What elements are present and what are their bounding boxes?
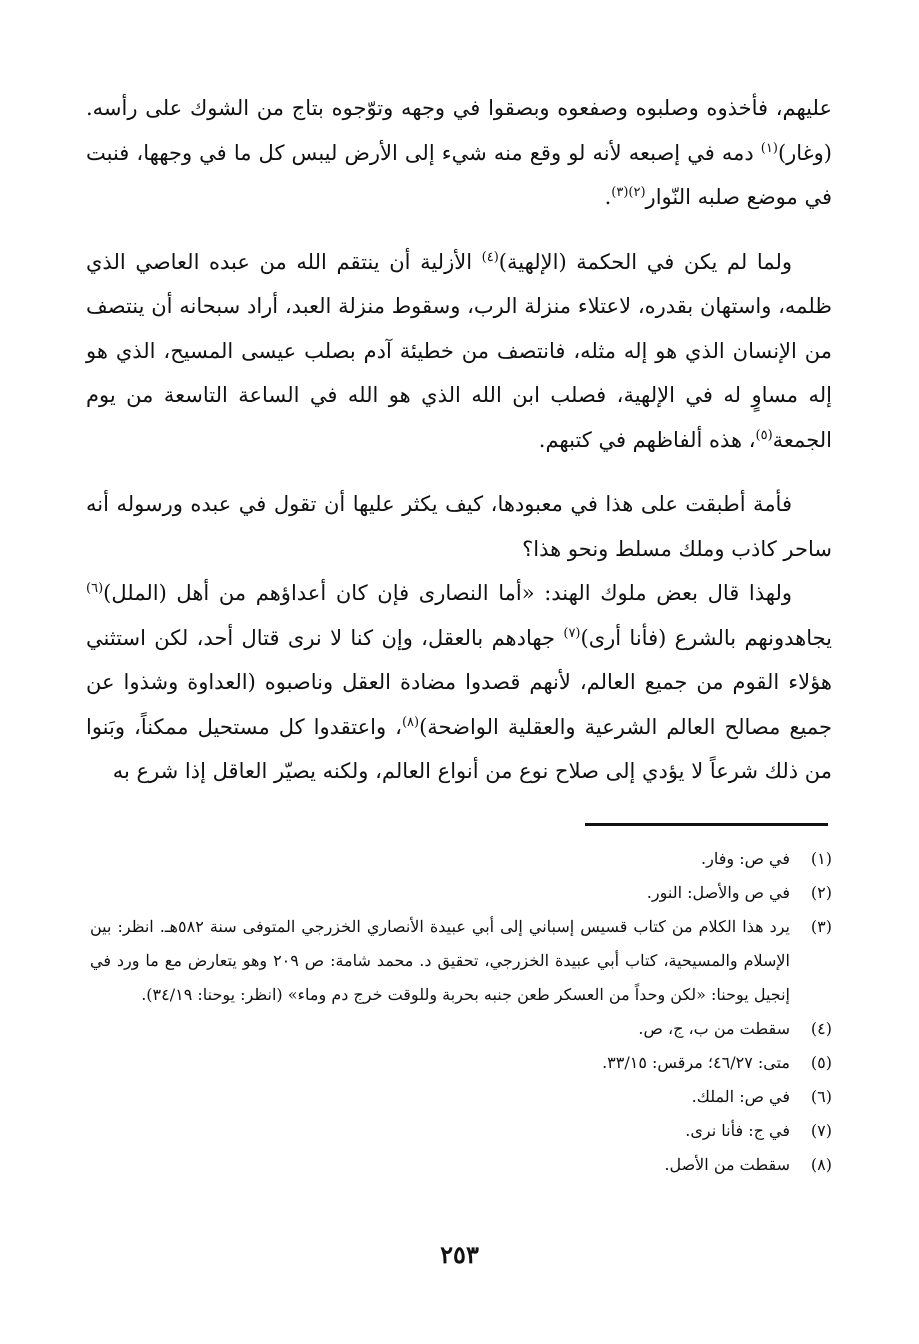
paragraph-text: .	[604, 185, 612, 209]
paragraph-text: جهادهم بالعقل، وإن كنا لا نرى قتال أحد، لكن استثني هؤلاء القوم من جميع العالم، لأنهم قصدوا مضادة العقل وناصبوه (العداوة وشذوا عن جميع مصالح العالم الشرعية والعقلية الواضحة)	[86, 625, 832, 739]
footnote-separator	[585, 823, 828, 826]
footnote-item	[90, 1012, 832, 1046]
footnote-item	[90, 1148, 832, 1182]
footnote-ref: (٧)	[563, 625, 581, 641]
footnote-item	[90, 1080, 832, 1114]
footnote-item	[90, 1114, 832, 1148]
paragraph-text: ولما لم يكن في الحكمة (الإلهية)	[498, 249, 792, 274]
footnote-ref: (٢)(٣)	[611, 185, 646, 200]
paragraph-text: دمه في إصبعه لأنه لو وقع منه شيء إلى الأرض ليبس كل ما في وجهها، فنبت في موضع صلبه النّوار	[86, 140, 832, 209]
footnote-number: (٨)	[810, 1155, 832, 1174]
footnote-text: في ص: وفار.	[701, 849, 790, 868]
footnote-item	[90, 1046, 832, 1080]
footnotes	[90, 842, 832, 1182]
paragraph-text: يجاهدونهم بالشرع (فأنا أرى)	[580, 625, 832, 650]
paragraph-2	[86, 240, 832, 463]
footnote-item	[90, 842, 832, 876]
paragraph-text: ، هذه ألفاظهم في كتبهم.	[538, 427, 756, 452]
footnote-ref: (٨)	[401, 714, 420, 730]
footnote-number: (٥)	[810, 1053, 832, 1072]
paragraph-1	[86, 86, 832, 220]
footnote-number: (٦)	[810, 1087, 832, 1106]
paragraph-text: الأزلية أن ينتقم الله من عبده العاصي الذي ظلمه، واستهان بقدره، لاعتلاء منزلة الرب، وسقوط منزلة العبد، أراد سبحانه أن ينتصف من الإنسان الذي هو إله مثله، فانتصف من خطيئة آدم بصلب عيسى المسيح، الذي هو إله مساوٍ له في الإلهية، فصلب ابن الله الذي هو الله في الساعة التاسعة من يوم الجمعة	[86, 249, 832, 452]
footnote-number: (٣)	[810, 917, 832, 936]
paragraph-4	[86, 571, 832, 794]
footnote-number: (٢)	[810, 883, 832, 902]
footnote-item	[90, 876, 832, 910]
paragraph-3	[86, 482, 832, 571]
footnote-number: (٧)	[810, 1121, 832, 1140]
footnote-text: في ج: فأنا نرى.	[685, 1121, 790, 1140]
paragraph-text: ولهذا قال بعض ملوك الهند: «أما النصارى فإن كان أعداؤهم من أهل (الملل)	[103, 581, 792, 605]
footnote-text: سقطت من ب، ج، ص.	[638, 1019, 790, 1038]
paragraph-text: فأمة أطبقت على هذا في معبودها، كيف يكثر عليها أن تقول في عبده ورسوله أنه ساحر كاذب وملك مسلط ونحو هذا؟	[86, 492, 832, 561]
main-text	[86, 86, 832, 794]
footnote-ref: (٤)	[481, 249, 499, 265]
footnote-text: يرد هذا الكلام من كتاب قسيس إسباني إلى أبي عبيدة الأنصاري الخزرجي المتوفى سنة ٥٨٢هـ. انظر: بين الإسلام والمسيحية، كتاب أبي عبيدة الخزرجي، تحقيق د. محمد شامة: ص ٢٠٩ وهو يتعارض مع ما ورد في إنجيل يوحنا: «لكن وحداً من العسكر طعن جنبه بحربة وللوقت خرج دم وماء» (انظر: يوحنا: ٣٤/١٩).	[90, 917, 791, 1004]
footnote-ref: (١)	[760, 140, 778, 156]
paragraph-text: ، واعتقدوا كل مستحيل ممكناً، وبَنوا من ذلك شرعاً لا يؤدي إلى صلاح نوع من أنواع العالم، ولكنه يصيّر العاقل إذا شرع به	[86, 714, 832, 783]
page-number: ٢٥٣	[440, 1240, 479, 1269]
footnote-text: في ص والأصل: النور.	[646, 883, 790, 902]
footnote-text: في ص: الملك.	[691, 1087, 790, 1106]
footnote-text: متى: ٤٦/٢٧؛ مرقس: ٣٣/١٥.	[602, 1053, 790, 1072]
footnote-number: (١)	[810, 849, 832, 868]
footnote-ref: (٥)	[755, 427, 773, 443]
footnote-ref: (٦)	[86, 581, 104, 596]
footnote-item	[90, 910, 832, 1012]
footnote-number: (٤)	[810, 1019, 832, 1038]
paragraph-text: عليهم، فأخذوه وصلبوه وصفعوه وبصقوا في وجهه وتوّجوه بتاج من الشوك على رأسه. (وغار)	[86, 96, 832, 165]
footnote-text: سقطت من الأصل.	[664, 1155, 790, 1174]
